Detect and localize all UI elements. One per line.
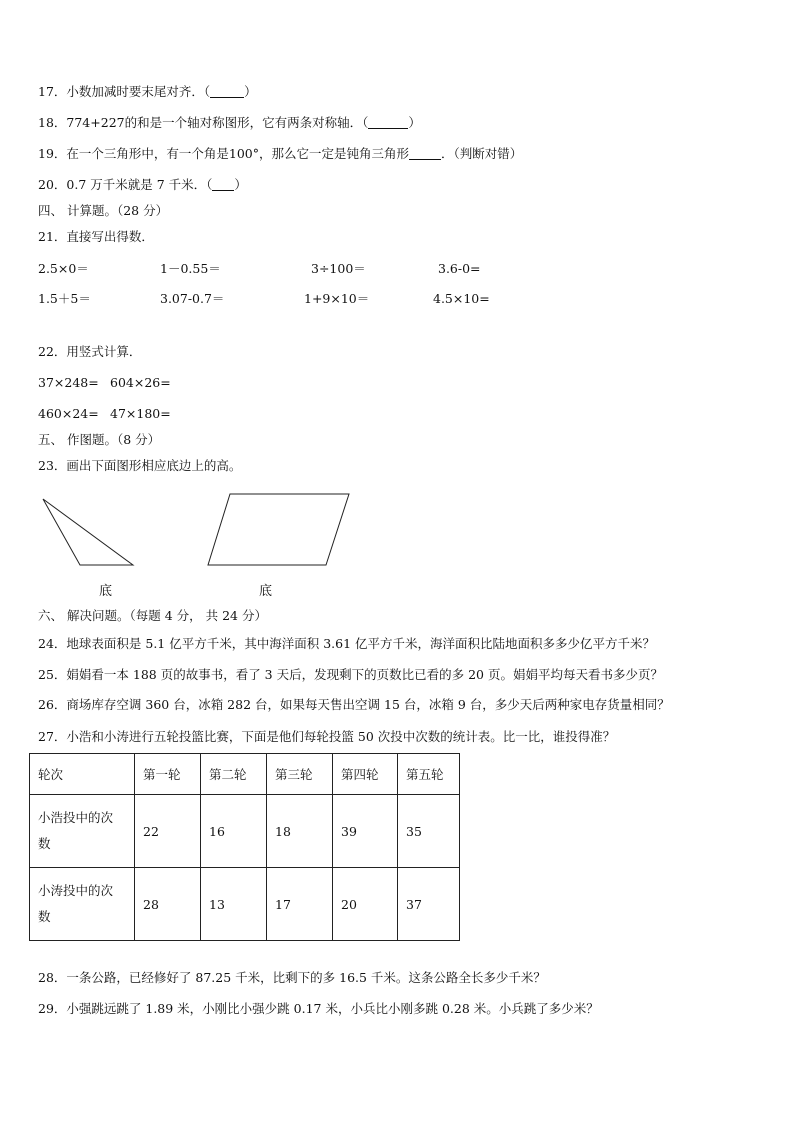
calc-item: 604×26= [110,375,171,390]
question-19: 19．在一个三角形中，有一个角是100°，那么它一定是钝角三角形 ．（判断对错） [38,146,523,161]
table-cell: 37 [398,868,460,941]
question-23: 23．画出下面图形相应底边上的高。 [38,458,242,473]
table-cell: 35 [398,795,460,868]
question-24: 24．地球表面积是 5.1 亿平方千米，其中海洋面积 3.61 亿平方千米，海洋面积比陆地面积多多少亿平方千米？ [38,636,656,651]
section-5-title: 五、 作图题。（8 分） [38,432,161,447]
row-label-cell: 小涛投中的次 数 [30,868,135,941]
table-cell: 28 [135,868,201,941]
calc-item: 1.5＋5＝ [38,291,91,306]
triangle-figure [43,499,133,565]
question-27: 27．小浩和小涛进行五轮投篮比赛，下面是他们每轮投篮 50 次投中次数的统计表。比一比，谁投得准？ [38,729,616,744]
row-label-cell: 小浩投中的次 数 [30,795,135,868]
question-18: 18．774+227的和是一个轴对称图形，它有两条对称轴．（ ） [38,115,421,130]
table-header-cell: 第一轮 [135,754,201,795]
table-cell: 16 [201,795,267,868]
section-4-title: 四、 计算题。（28 分） [38,203,169,218]
calc-item: 37×248= [38,375,99,390]
section-6-title: 六、 解决问题。（每题 4 分， 共 24 分） [38,608,267,623]
calc-item: 47×180= [110,406,171,421]
table-header-cell: 第五轮 [398,754,460,795]
table-header-cell: 第四轮 [333,754,398,795]
table-cell: 13 [201,868,267,941]
table-row [30,795,460,868]
table-cell: 18 [267,795,333,868]
question-28: 28．一条公路，已经修好了 87.25 千米，比剩下的多 16.5 千米。这条公路全长多少千米？ [38,970,546,985]
table-header-cell: 第二轮 [201,754,267,795]
calc-item: 2.5×0＝ [38,261,89,276]
question-29: 29．小强跳远跳了 1.89 米，小刚比小强少跳 0.17 米，小兵比小刚多跳 0.28 米。小兵跳了多少米？ [38,1001,599,1016]
table-header-cell: 第三轮 [267,754,333,795]
table-cell: 39 [333,795,398,868]
question-22: 22．用竖式计算． [38,344,142,359]
parallelogram-figure [208,494,349,565]
calc-item: 460×24= [38,406,99,421]
question-21: 21．直接写出得数． [38,229,154,244]
calc-item: 3÷100＝ [311,261,366,276]
calc-item: 3.6-0= [438,261,481,276]
table-cell: 17 [267,868,333,941]
calc-item: 1+9×10＝ [304,291,370,306]
question-17: 17．小数加减时要末尾对齐．（ ） [38,84,257,99]
score-table [29,753,460,941]
question-20: 20．0.7 万千米就是 7 千米．（ ） [38,177,247,192]
table-cell: 20 [333,868,398,941]
calc-item: 1－0.55＝ [160,261,221,276]
calc-item: 3.07-0.7＝ [160,291,225,306]
question-26: 26．商场库存空调 360 台，冰箱 282 台，如果每天售出空调 15 台，冰箱 9 台，多少天后两种家电存货量相同？ [38,697,670,712]
table-row [30,868,460,941]
triangle-base-label: 底 [99,584,113,599]
parallelogram-base-label: 底 [259,584,273,599]
question-25: 25．娟娟看一本 188 页的故事书，看了 3 天后，发现剩下的页数比已看的多 20 页。娟娟平均每天看书多少页？ [38,667,663,682]
table-header-row [30,754,460,795]
table-cell: 22 [135,795,201,868]
table-header-cell: 轮次 [30,754,135,795]
calc-item: 4.5×10= [433,291,490,306]
